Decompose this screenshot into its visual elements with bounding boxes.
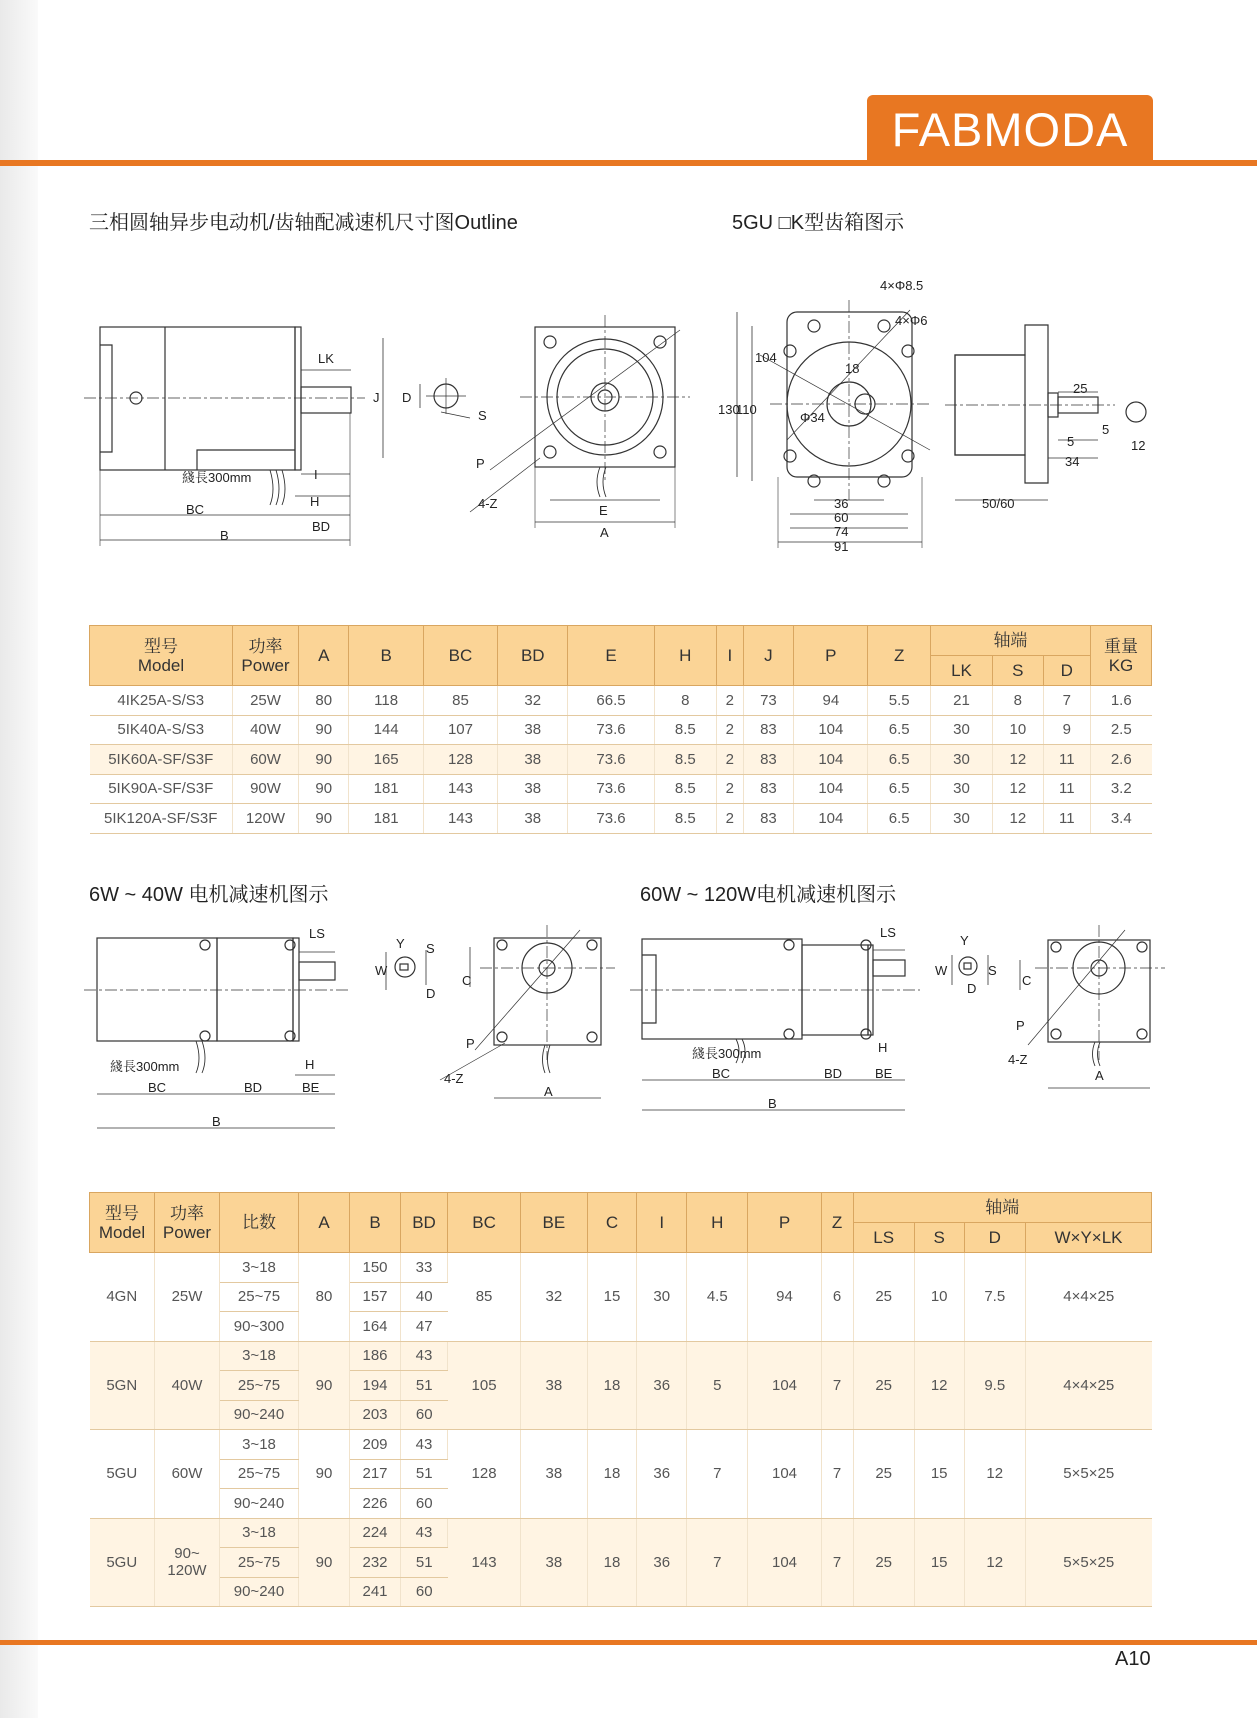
power-cell: 40W <box>155 1341 220 1430</box>
table-cell: 128 <box>448 1430 521 1519</box>
table-cell: 104 <box>748 1430 821 1519</box>
table-cell: 80 <box>299 1253 350 1342</box>
col2-h: H <box>687 1193 748 1253</box>
label-c-right: C <box>1022 973 1032 988</box>
table-cell: 226 <box>350 1489 401 1519</box>
model-cell: 5GU <box>90 1518 155 1607</box>
table-cell: 143 <box>423 804 497 834</box>
col2-ls: LS <box>853 1223 914 1253</box>
ratio-cell: 3~18 <box>220 1253 299 1283</box>
ratio-cell: 25~75 <box>220 1371 299 1401</box>
label-36: 36 <box>834 496 849 511</box>
col2-z: Z <box>821 1193 853 1253</box>
table-cell: 104 <box>794 804 868 834</box>
table-cell: 217 <box>350 1459 401 1489</box>
table-cell: 10 <box>914 1253 964 1342</box>
table-cell: 2 <box>717 804 744 834</box>
table-cell: 104 <box>794 774 868 804</box>
power-cell: 60W <box>155 1430 220 1519</box>
table-cell: 11 <box>1043 745 1090 775</box>
col-power: 功率 Power <box>233 626 299 686</box>
col-bc: BC <box>423 626 497 686</box>
drawing-shaft-section <box>420 378 470 418</box>
table-cell: 157 <box>350 1282 401 1312</box>
ratio-cell: 90~240 <box>220 1400 299 1430</box>
footer-rule <box>0 1640 1257 1645</box>
col2-d: D <box>964 1223 1026 1253</box>
col-weight: 重量 KG <box>1091 626 1152 686</box>
col-lk: LK <box>930 656 992 686</box>
table-cell: 15 <box>914 1430 964 1519</box>
ratio-cell: 25~75 <box>220 1459 299 1489</box>
table-cell: 12 <box>993 745 1043 775</box>
drawing-6w-40w-front-view <box>440 925 615 1098</box>
table-cell: 11 <box>1043 774 1090 804</box>
label-110: 110 <box>736 402 757 417</box>
table-cell: 90 <box>299 1341 350 1430</box>
table-cell: 9.5 <box>964 1341 1026 1430</box>
label-bc: BC <box>186 502 205 517</box>
table-cell: 8.5 <box>654 804 716 834</box>
table-cell: 241 <box>350 1577 401 1607</box>
table-row <box>90 1430 1152 1460</box>
label-w-left: W <box>375 963 388 978</box>
label-e: E <box>599 503 608 518</box>
table-cell: 90 <box>299 715 349 745</box>
table-cell: 203 <box>350 1400 401 1430</box>
table-cell: 38 <box>521 1518 588 1607</box>
table-cell: 25 <box>853 1518 914 1607</box>
label-d: D <box>402 390 412 405</box>
table-cell: 2 <box>717 686 744 716</box>
label-b-right: B <box>768 1096 777 1111</box>
table-cell: 36 <box>637 1430 687 1519</box>
table-cell: 40W <box>233 715 299 745</box>
label-a-right: A <box>1095 1068 1104 1083</box>
table-cell: 90W <box>233 774 299 804</box>
table-cell: 186 <box>350 1341 401 1371</box>
label-b-left: B <box>212 1114 221 1129</box>
col-e: E <box>568 626 654 686</box>
table-cell: 2 <box>717 774 744 804</box>
table-cell: 32 <box>498 686 568 716</box>
ratio-cell: 3~18 <box>220 1341 299 1371</box>
table-cell: 47 <box>401 1312 448 1342</box>
table-cell: 4.5 <box>687 1253 748 1342</box>
table-cell: 18 <box>587 1430 637 1519</box>
table-cell: 51 <box>401 1459 448 1489</box>
table-cell: 60W <box>233 745 299 775</box>
table-cell: 4×4×25 <box>1026 1341 1152 1430</box>
label-w-right: W <box>935 963 948 978</box>
section-title-60w-120w: 60W ~ 120W电机减速机图示 <box>640 884 897 906</box>
label-be-right: BE <box>875 1066 893 1081</box>
table-cell: 6.5 <box>868 745 930 775</box>
table-cell: 5IK60A-SF/S3F <box>90 745 233 775</box>
col-j: J <box>743 626 793 686</box>
table-cell: 209 <box>350 1430 401 1460</box>
table-cell: 194 <box>350 1371 401 1401</box>
table-cell: 90 <box>299 1518 350 1607</box>
table-cell: 128 <box>423 745 497 775</box>
label-bd-left: BD <box>244 1080 263 1095</box>
table-cell: 104 <box>748 1341 821 1430</box>
table-cell: 5×5×25 <box>1026 1518 1152 1607</box>
label-104: 104 <box>755 350 777 365</box>
table-cell: 83 <box>743 715 793 745</box>
table-cell: 38 <box>521 1430 588 1519</box>
label-c-left: C <box>462 973 472 988</box>
table-cell: 107 <box>423 715 497 745</box>
table-cell: 224 <box>350 1518 401 1548</box>
ratio-cell: 90~240 <box>220 1577 299 1607</box>
table-cell: 12 <box>964 1430 1026 1519</box>
label-lead-left: 綫長300mm <box>110 1059 180 1074</box>
table-cell: 38 <box>521 1341 588 1430</box>
label-be-left: BE <box>302 1080 320 1095</box>
table-cell: 38 <box>498 745 568 775</box>
table-row <box>90 745 1152 775</box>
table-row <box>90 774 1152 804</box>
label-34: 34 <box>1065 454 1080 469</box>
table-cell: 33 <box>401 1253 448 1283</box>
label-s-right: S <box>988 963 997 978</box>
table-cell: 30 <box>930 774 992 804</box>
table-cell: 51 <box>401 1371 448 1401</box>
table-cell: 21 <box>930 686 992 716</box>
table-cell: 7 <box>821 1341 853 1430</box>
label-b: B <box>220 528 229 543</box>
label-d-right: D <box>967 981 977 996</box>
table-cell: 94 <box>748 1253 821 1342</box>
table-cell: 43 <box>401 1430 448 1460</box>
label-4z-left: 4-Z <box>444 1071 464 1086</box>
table-cell: 143 <box>448 1518 521 1607</box>
table-cell: 15 <box>587 1253 637 1342</box>
table-cell: 7 <box>1043 686 1090 716</box>
table-cell: 8.5 <box>654 715 716 745</box>
table-cell: 5IK120A-SF/S3F <box>90 804 233 834</box>
drawing-motor-front-view <box>470 315 690 528</box>
table-cell: 105 <box>448 1341 521 1430</box>
table-cell: 38 <box>498 774 568 804</box>
table-cell: 12 <box>993 774 1043 804</box>
table-cell: 30 <box>930 745 992 775</box>
label-p: P <box>476 456 485 471</box>
table-cell: 7 <box>687 1430 748 1519</box>
label-s: S <box>478 408 487 423</box>
col-model: 型号 Model <box>90 626 233 686</box>
table-cell: 2.6 <box>1091 745 1152 775</box>
label-j: J <box>373 390 380 405</box>
table-cell: 2.5 <box>1091 715 1152 745</box>
model-cell: 5GN <box>90 1341 155 1430</box>
col-z: Z <box>868 626 930 686</box>
table-cell: 18 <box>587 1518 637 1607</box>
spec-table-gearmotors <box>89 1192 1152 1607</box>
table-cell: 6.5 <box>868 715 930 745</box>
label-d-left: D <box>426 986 436 1001</box>
col2-s: S <box>914 1223 964 1253</box>
table-cell: 12 <box>914 1341 964 1430</box>
label-bc-right: BC <box>712 1066 731 1081</box>
table-cell: 165 <box>349 745 423 775</box>
table-cell: 150 <box>350 1253 401 1283</box>
label-25: 25 <box>1073 381 1088 396</box>
table-cell: 8.5 <box>654 774 716 804</box>
table-row <box>90 1341 1152 1371</box>
table-cell: 60 <box>401 1489 448 1519</box>
col-b: B <box>349 626 423 686</box>
table-cell: 15 <box>914 1518 964 1607</box>
table-cell: 12 <box>993 804 1043 834</box>
table-cell: 6.5 <box>868 804 930 834</box>
table-cell: 94 <box>794 686 868 716</box>
label-91: 91 <box>834 539 849 554</box>
col2-ratio: 比数 <box>220 1193 299 1253</box>
power-cell: 25W <box>155 1253 220 1342</box>
col2-a: A <box>299 1193 350 1253</box>
table-cell: 43 <box>401 1518 448 1548</box>
label-ls-right: LS <box>880 925 896 940</box>
label-d34: Φ34 <box>800 410 825 425</box>
table-cell: 144 <box>349 715 423 745</box>
label-s-left: S <box>426 941 435 956</box>
table-cell: 25 <box>853 1430 914 1519</box>
label-4x6: 4×Φ6 <box>895 313 928 328</box>
label-h: H <box>310 494 320 509</box>
col2-power: 功率 Power <box>155 1193 220 1253</box>
label-lead-length: 綫長300mm <box>182 470 252 485</box>
table-cell: 5×5×25 <box>1026 1430 1152 1519</box>
table-cell: 73 <box>743 686 793 716</box>
table-row <box>90 686 1152 716</box>
table-cell: 66.5 <box>568 686 654 716</box>
table-cell: 73.6 <box>568 774 654 804</box>
table-cell: 7 <box>687 1518 748 1607</box>
table-row <box>90 1253 1152 1283</box>
table-cell: 51 <box>401 1548 448 1578</box>
table-cell: 8 <box>993 686 1043 716</box>
table-cell: 10 <box>993 715 1043 745</box>
col-a: A <box>299 626 349 686</box>
drawing-motor-side-view <box>84 327 383 546</box>
brand-logo: FABMODA <box>867 95 1153 163</box>
table-cell: 11 <box>1043 804 1090 834</box>
col2-shaft: 轴端 <box>853 1193 1151 1223</box>
label-12: 12 <box>1131 438 1146 453</box>
table-cell: 30 <box>930 804 992 834</box>
table-cell: 90 <box>299 745 349 775</box>
model-cell: 5GU <box>90 1430 155 1519</box>
col-h: H <box>654 626 716 686</box>
col-shaft: 轴端 <box>930 626 1090 656</box>
drawing-6w-40w-shaft-section <box>386 950 426 990</box>
table-cell: 25 <box>853 1253 914 1342</box>
label-50-60: 50/60 <box>982 496 1015 511</box>
table-cell: 4×4×25 <box>1026 1253 1152 1342</box>
table-row <box>90 1518 1152 1548</box>
table-cell: 118 <box>349 686 423 716</box>
col2-wylk: W×Y×LK <box>1026 1223 1152 1253</box>
table-cell: 30 <box>930 715 992 745</box>
table-cell: 5IK40A-S/S3 <box>90 715 233 745</box>
label-h-left: H <box>305 1057 315 1072</box>
col-d: D <box>1043 656 1090 686</box>
table-cell: 73.6 <box>568 804 654 834</box>
col2-i: I <box>637 1193 687 1253</box>
label-a-left: A <box>544 1084 553 1099</box>
table-cell: 90 <box>299 774 349 804</box>
table-cell: 25 <box>853 1341 914 1430</box>
table-cell: 43 <box>401 1341 448 1371</box>
table-cell: 5 <box>687 1341 748 1430</box>
table-cell: 143 <box>423 774 497 804</box>
table-cell: 60 <box>401 1400 448 1430</box>
table-cell: 12 <box>964 1518 1026 1607</box>
col2-bc: BC <box>448 1193 521 1253</box>
table-cell: 6 <box>821 1253 853 1342</box>
label-60: 60 <box>834 510 849 525</box>
table-cell: 104 <box>794 715 868 745</box>
table-cell: 8 <box>654 686 716 716</box>
power-cell: 90~ 120W <box>155 1518 220 1607</box>
ratio-cell: 90~300 <box>220 1312 299 1342</box>
label-4x8-5: 4×Φ8.5 <box>880 278 924 293</box>
drawing-6w-40w-side-view <box>84 938 350 1128</box>
label-y-right: Y <box>960 933 969 948</box>
col-i: I <box>717 626 744 686</box>
col2-be: BE <box>521 1193 588 1253</box>
section-title-outline: 三相圆轴异步电动机/齿轴配减速机尺寸图Outline <box>89 212 518 234</box>
table-cell: 9 <box>1043 715 1090 745</box>
table-cell: 80 <box>299 686 349 716</box>
table-cell: 60 <box>401 1577 448 1607</box>
table-cell: 83 <box>743 804 793 834</box>
table-cell: 104 <box>794 745 868 775</box>
table-cell: 2 <box>717 745 744 775</box>
table-cell: 104 <box>748 1518 821 1607</box>
table-cell: 7 <box>821 1518 853 1607</box>
table-cell: 5.5 <box>868 686 930 716</box>
table-cell: 36 <box>637 1341 687 1430</box>
table-row <box>90 804 1152 834</box>
label-lead-right: 綫長300mm <box>692 1046 762 1061</box>
table-cell: 40 <box>401 1282 448 1312</box>
table-cell: 164 <box>350 1312 401 1342</box>
col2-b: B <box>350 1193 401 1253</box>
label-4z-right: 4-Z <box>1008 1052 1028 1067</box>
table-cell: 8.5 <box>654 745 716 775</box>
table-cell: 73.6 <box>568 745 654 775</box>
drawing-60w-120w-side-view <box>630 939 920 1110</box>
label-ls-left: LS <box>309 926 325 941</box>
table-cell: 4IK25A-S/S3 <box>90 686 233 716</box>
table-cell: 181 <box>349 804 423 834</box>
table-cell: 3.2 <box>1091 774 1152 804</box>
table-cell: 38 <box>498 715 568 745</box>
label-4z: 4-Z <box>478 496 498 511</box>
label-lk: LK <box>318 351 334 366</box>
table-cell: 232 <box>350 1548 401 1578</box>
table-cell: 38 <box>498 804 568 834</box>
table-cell: 30 <box>637 1253 687 1342</box>
model-cell: 4GN <box>90 1253 155 1342</box>
table-cell: 6.5 <box>868 774 930 804</box>
col2-bd: BD <box>401 1193 448 1253</box>
col-p: P <box>794 626 868 686</box>
label-5: 5 <box>1067 434 1075 449</box>
table-cell: 83 <box>743 745 793 775</box>
table-cell: 181 <box>349 774 423 804</box>
label-p-right: P <box>1016 1018 1025 1033</box>
ratio-cell: 3~18 <box>220 1430 299 1460</box>
table-cell: 90 <box>299 1430 350 1519</box>
label-h-right: H <box>878 1040 888 1055</box>
ratio-cell: 25~75 <box>220 1282 299 1312</box>
table-cell: 2 <box>717 715 744 745</box>
col-bd: BD <box>498 626 568 686</box>
col2-c: C <box>587 1193 637 1253</box>
table-cell: 90 <box>299 804 349 834</box>
spec-table-motors <box>89 625 1152 834</box>
label-p-left: P <box>466 1036 475 1051</box>
table-cell: 32 <box>521 1253 588 1342</box>
table-cell: 120W <box>233 804 299 834</box>
table-cell: 73.6 <box>568 715 654 745</box>
label-bd-right: BD <box>824 1066 843 1081</box>
table-cell: 5IK90A-SF/S3F <box>90 774 233 804</box>
table-cell: 1.6 <box>1091 686 1152 716</box>
table-cell: 25W <box>233 686 299 716</box>
label-5-vertical: 5 <box>1102 422 1110 437</box>
label-bc-left: BC <box>148 1080 167 1095</box>
table-cell: 7.5 <box>964 1253 1026 1342</box>
drawing-gearbox-side-view <box>945 325 1146 500</box>
section-title-6w-40w: 6W ~ 40W 电机减速机图示 <box>89 884 329 906</box>
table-cell: 83 <box>743 774 793 804</box>
ratio-cell: 90~240 <box>220 1489 299 1519</box>
page-number: A10 <box>1115 1648 1151 1670</box>
col2-model: 型号 Model <box>90 1193 155 1253</box>
ratio-cell: 25~75 <box>220 1548 299 1578</box>
drawing-60w-120w-front-view <box>1020 925 1165 1088</box>
table-cell: 36 <box>637 1518 687 1607</box>
label-a: A <box>600 525 609 540</box>
table-cell: 7 <box>821 1430 853 1519</box>
table-cell: 85 <box>448 1253 521 1342</box>
table-row <box>90 715 1152 745</box>
col-s: S <box>993 656 1043 686</box>
table-cell: 85 <box>423 686 497 716</box>
label-130: 130 <box>718 402 740 417</box>
label-bd: BD <box>312 519 331 534</box>
label-18: 18 <box>845 361 860 376</box>
label-i: I <box>314 467 318 482</box>
label-y-left: Y <box>396 936 405 951</box>
section-title-5gu-gearbox: 5GU □K型齿箱图示 <box>732 212 905 234</box>
table-cell: 3.4 <box>1091 804 1152 834</box>
ratio-cell: 3~18 <box>220 1518 299 1548</box>
label-74: 74 <box>834 524 849 539</box>
table-cell: 18 <box>587 1341 637 1430</box>
col2-p: P <box>748 1193 821 1253</box>
